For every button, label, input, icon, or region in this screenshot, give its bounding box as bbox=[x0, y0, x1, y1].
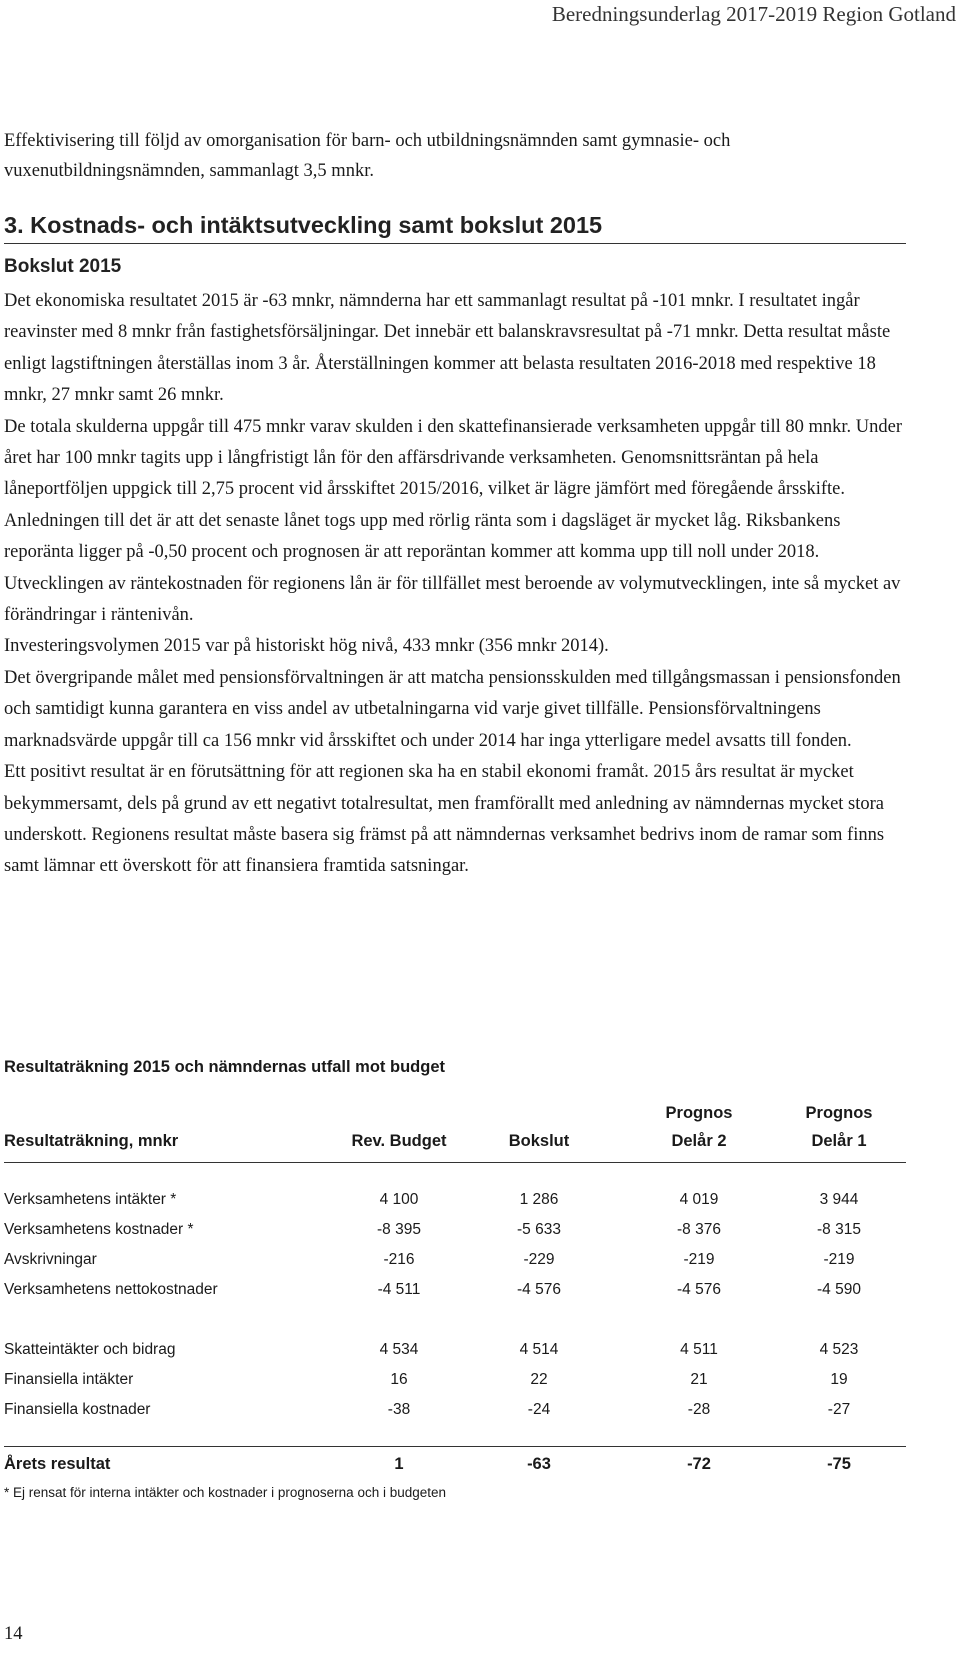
cell-prognos-delar1: -27 bbox=[827, 1401, 851, 1418]
paragraph: Investeringsvolymen 2015 var på historiskt hög nivå, 433 mnkr (356 mnkr 2014). bbox=[4, 636, 609, 657]
cell-bokslut: 4 514 bbox=[519, 1341, 559, 1358]
column-header-prognos-delar1-bottom: Delår 1 bbox=[811, 1132, 867, 1150]
row-label: Verksamhetens kostnader * bbox=[4, 1221, 194, 1238]
cell-prognos-delar1: 3 944 bbox=[819, 1191, 859, 1208]
column-header-rev-budget: Rev. Budget bbox=[351, 1132, 447, 1150]
cell-bokslut: -4 576 bbox=[517, 1281, 561, 1298]
cell-rev-budget: -216 bbox=[383, 1251, 415, 1268]
subheading: Bokslut 2015 bbox=[4, 256, 122, 277]
running-header: Beredningsunderlag 2017-2019 Region Gotland bbox=[551, 2, 956, 26]
paragraph: Det ekonomiska resultatet 2015 är -63 mnkr, nämnderna har ett sammanlagt resultat på -101 mnkr. I resultatet ingår reavinster med 8 mnkr från fastighetsförsäljningar. Det innebär ett balanskravsresultat på -71 mnkr. Detta resultat måste enligt lagstiftningen återställas inom 3 år. Återställningen kommer att belasta resultaten 2016-2018 med respektive 18 mnkr, 27 mnkr samt 26 mnkr. bbox=[4, 291, 891, 406]
row-label: Skatteintäkter och bidrag bbox=[4, 1341, 176, 1358]
paragraph: De totala skulderna uppgår till 475 mnkr varav skulden i den skattefinansierade verksamheten uppgår till 80 mnkr. Under året har 100 mnkr tagits upp i långfristigt lån för den affärsdrivande verksamheten. Genomsnittsräntan på hela låneportföljen uppgick till 2,75 procent vid årsskiftet 2015/2016, vilket är lägre jämfört med föregående årsskifte. Anledningen till det är att det senaste lånet togs upp med rörlig ränta som i dagsläget är mycket låg. Riksbankens reporänta ligger på -0,50 procent och prognosen är att reporäntan kommer att komma upp till noll under 2018. Utvecklingen av räntekostnaden för regionens lån är för tillfället mest beroende av volymutvecklingen, inte så mycket av förändringar i räntenivån. bbox=[4, 416, 903, 626]
cell-prognos-delar2: 4 019 bbox=[679, 1191, 719, 1208]
results-table bbox=[4, 1098, 906, 1425]
table-row bbox=[4, 1395, 906, 1425]
row-label: Avskrivningar bbox=[4, 1251, 97, 1268]
page-number: 14 bbox=[4, 1624, 23, 1644]
row-label: Finansiella kostnader bbox=[4, 1401, 151, 1418]
body-text bbox=[4, 286, 906, 883]
cell-prognos-delar2: -219 bbox=[683, 1251, 715, 1268]
column-header-bokslut: Bokslut bbox=[508, 1132, 570, 1150]
cell-bokslut: -5 633 bbox=[517, 1221, 561, 1238]
column-header-prognos-delar2-bottom: Delår 2 bbox=[671, 1132, 727, 1150]
row-label: Verksamhetens intäkter * bbox=[4, 1191, 177, 1208]
cell-prognos-delar1: 19 bbox=[830, 1371, 848, 1388]
table-title: Resultaträkning 2015 och nämndernas utfall mot budget bbox=[4, 1058, 445, 1076]
paragraph: Ett positivt resultat är en förutsättning för att regionen ska ha en stabil ekonomi framåt. 2015 års resultat är mycket bekymmersamt, dels på grund av ett negativt totalresultat, men framförallt med anledning av nämndernas mycket stora underskott. Regionens resultat måste basera sig främst på att nämndernas verksamhet bedrivs inom de ramar som finns samt lämnar ett överskott för att finansiera framtida satsningar. bbox=[4, 762, 885, 877]
cell-rev-budget: 16 bbox=[390, 1371, 408, 1388]
total-rev-budget: 1 bbox=[394, 1455, 404, 1473]
cell-bokslut: 1 286 bbox=[519, 1191, 559, 1208]
cell-rev-budget: 4 100 bbox=[379, 1191, 419, 1208]
column-header-label: Resultaträkning, mnkr bbox=[4, 1132, 179, 1150]
table-row bbox=[4, 1275, 906, 1305]
total-label: Årets resultat bbox=[4, 1455, 111, 1473]
table-row bbox=[4, 1365, 906, 1395]
table-footnote: * Ej rensat för interna intäkter och kostnader i prognoserna och i budgeten bbox=[4, 1485, 447, 1500]
cell-rev-budget: -4 511 bbox=[377, 1281, 421, 1298]
section-heading: 3. Kostnads- och intäktsutveckling samt bokslut 2015 bbox=[4, 212, 906, 244]
column-header-prognos-delar2-top: Prognos bbox=[665, 1104, 733, 1122]
table-header bbox=[4, 1098, 906, 1163]
table-row bbox=[4, 1335, 906, 1365]
cell-bokslut: 22 bbox=[530, 1371, 548, 1388]
table-row bbox=[4, 1215, 906, 1245]
cell-rev-budget: -8 395 bbox=[377, 1221, 421, 1238]
total-row bbox=[4, 1446, 906, 1479]
cell-prognos-delar2: -4 576 bbox=[677, 1281, 721, 1298]
cell-prognos-delar2: -28 bbox=[687, 1401, 711, 1418]
cell-rev-budget: 4 534 bbox=[379, 1341, 419, 1358]
total-bokslut: -63 bbox=[527, 1455, 551, 1473]
cell-prognos-delar2: -8 376 bbox=[677, 1221, 721, 1238]
column-header-prognos-delar1-top: Prognos bbox=[805, 1104, 873, 1122]
table-row bbox=[4, 1245, 906, 1275]
cell-prognos-delar1: -4 590 bbox=[817, 1281, 861, 1298]
cell-rev-budget: -38 bbox=[387, 1401, 411, 1418]
cell-bokslut: -24 bbox=[527, 1401, 551, 1418]
intro-paragraph: Effektivisering till följd av omorganisation för barn- och utbildningsnämnden samt gymnasie- och vuxenutbildningsnämnden, sammanlagt 3,5 mnkr. bbox=[4, 131, 731, 181]
table-row bbox=[4, 1185, 906, 1215]
total-prognos-delar1: -75 bbox=[827, 1455, 851, 1473]
paragraph: Det övergripande målet med pensionsförvaltningen är att matcha pensionsskulden med tillgångsmassan i pensionsfonden och samtidigt kunna garantera en viss andel av utbetalningarna vid varje givet tillfälle. Pensionsförvaltningens marknadsvärde uppgår till ca 156 mnkr vid årsskiftet och under 2014 har inga ytterligare medel avsatts till fonden. bbox=[4, 667, 901, 751]
total-prognos-delar2: -72 bbox=[687, 1455, 711, 1473]
cell-prognos-delar1: -8 315 bbox=[817, 1221, 861, 1238]
cell-prognos-delar1: 4 523 bbox=[819, 1341, 859, 1358]
row-label: Verksamhetens nettokostnader bbox=[4, 1281, 218, 1298]
cell-prognos-delar2: 4 511 bbox=[680, 1341, 718, 1358]
cell-prognos-delar1: -219 bbox=[823, 1251, 855, 1268]
cell-bokslut: -229 bbox=[523, 1251, 555, 1268]
row-label: Finansiella intäkter bbox=[4, 1371, 134, 1388]
cell-prognos-delar2: 21 bbox=[690, 1371, 708, 1388]
